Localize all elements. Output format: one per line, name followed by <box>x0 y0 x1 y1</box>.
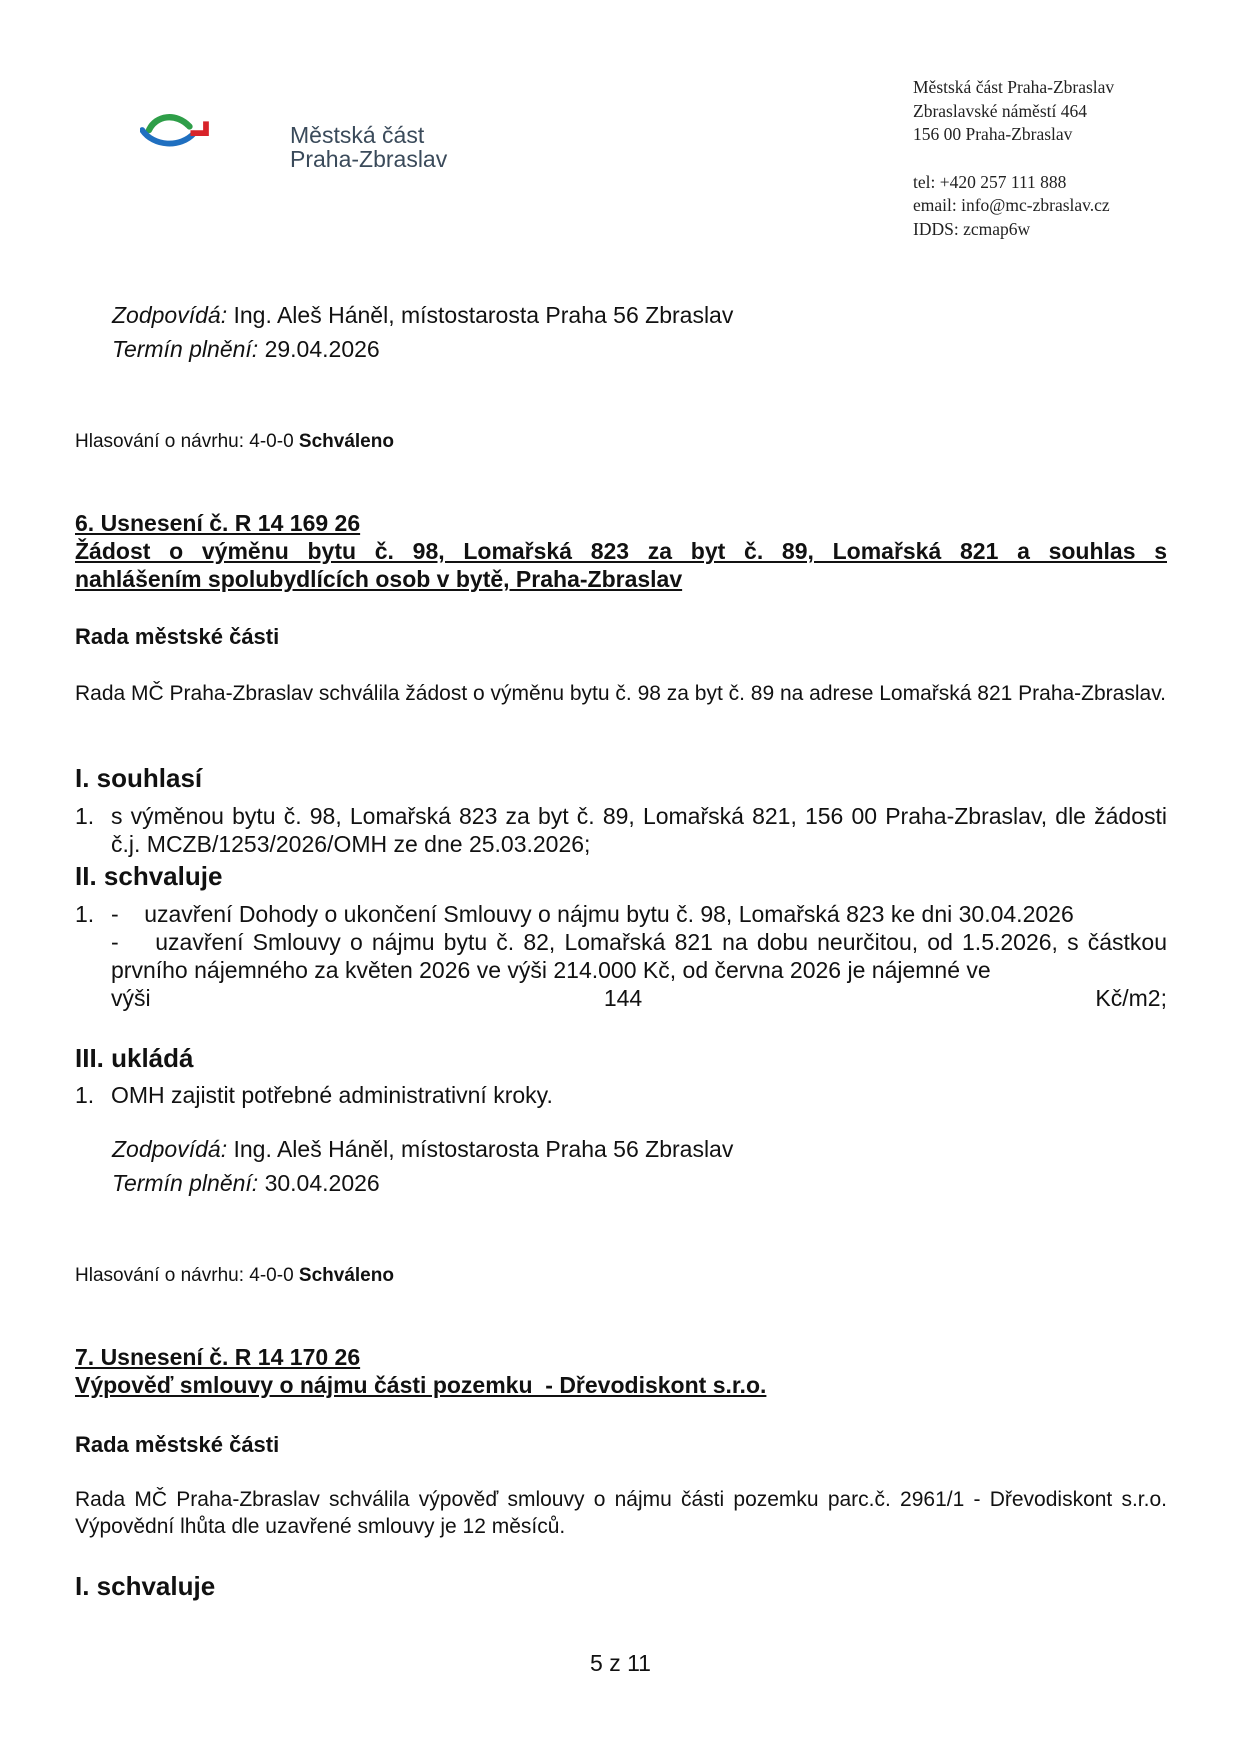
vote-result <box>75 1264 394 1288</box>
list-item-text: OMH zajistit potřebné administrativní kroky. <box>111 1082 553 1108</box>
list-item-number: 1. <box>75 1082 95 1108</box>
praha-zbraslav-logo <box>140 95 275 167</box>
responsible-value: Ing. Aleš Háněl, místostarosta Praha 56 Zbraslav <box>227 1136 734 1162</box>
logo-text-line1: Městská část <box>290 122 425 148</box>
resolution-title: Výpověď smlouvy o nájmu části pozemku - Dřevodiskont s.r.o. <box>75 1372 767 1398</box>
contact-phone: tel: +420 257 111 888 <box>913 171 1067 192</box>
address-line: Zbraslavské náměstí 464 <box>913 100 1087 121</box>
logo-text <box>290 123 447 171</box>
section-heading: I. souhlasí <box>75 763 203 793</box>
list-item <box>75 900 1174 1012</box>
deadline-value: 30.04.2026 <box>258 1170 380 1196</box>
vote-status: Schváleno <box>298 431 394 452</box>
vote-label: Hlasování o návrhu: <box>75 1265 244 1286</box>
section-heading: III. ukládá <box>75 1043 194 1073</box>
list-item-text: s výměnou bytu č. 98, Lomařská 823 za byt č. 89, Lomařská 821, 156 00 Praha-Zbraslav, dle žádosti č.j. MCZB/1253/2026/OMH ze dne 25.03.2026; <box>111 803 1167 857</box>
list-item-number: 1. <box>75 901 95 927</box>
body-heading: Rada městské části <box>75 624 280 649</box>
body-heading: Rada městské části <box>75 1432 280 1457</box>
list-item <box>75 1081 1167 1109</box>
list-item-line: - uzavření Smlouvy o nájmu bytu č. 82, Lomařská 821 na dobu neurčitou, od 1.5.2026, s částkou prvního nájemného za květen 2026 ve výši 214.000 Kč, od června 2026 je nájemné ve <box>111 929 1174 983</box>
responsible-block <box>112 298 733 366</box>
vote-result <box>75 430 394 454</box>
text-fragment: výši <box>111 985 151 1011</box>
resolution-description: Rada MČ Praha-Zbraslav schválila žádost o výměnu bytu č. 98 za byt č. 89 na adrese Lomařská 821 Praha-Zbraslav. <box>75 682 1166 705</box>
resolution-7-header <box>75 1343 1165 1399</box>
deadline-value: 29.04.2026 <box>258 336 380 362</box>
page-number: 5 z 11 <box>590 1650 651 1676</box>
resolution-number: 6. Usnesení č. R 14 169 26 <box>75 510 361 536</box>
responsible-value: Ing. Aleš Háněl, místostarosta Praha 56 Zbraslav <box>227 302 734 328</box>
resolution-title-line1: Žádost o výměnu bytu č. 98, Lomařská 823 za byt č. 89, Lomařská 821 a souhlas s <box>75 538 1167 564</box>
text-fragment: Kč/m2; <box>1095 985 1167 1011</box>
deadline-label: Termín plnění: <box>112 336 259 362</box>
responsible-block <box>112 1132 733 1200</box>
vote-value: 4-0-0 <box>244 431 299 452</box>
section-heading: II. schvaluje <box>75 861 223 891</box>
section-heading: I. schvaluje <box>75 1571 216 1601</box>
responsible-label: Zodpovídá: <box>112 1136 228 1162</box>
office-address <box>913 76 1114 241</box>
list-item-line <box>111 984 1167 1012</box>
resolution-6-header <box>75 509 1167 593</box>
deadline-label: Termín plnění: <box>112 1170 259 1196</box>
contact-idds: IDDS: zcmap6w <box>913 218 1031 239</box>
vote-value: 4-0-0 <box>244 1265 299 1286</box>
resolution-title-line2: nahlášením spolubydlících osob v bytě, Praha-Zbraslav <box>75 566 683 592</box>
address-line: Městská část Praha-Zbraslav <box>913 77 1115 97</box>
resolution-number: 7. Usnesení č. R 14 170 26 <box>75 1344 361 1370</box>
list-item <box>75 802 1167 858</box>
text-fragment: 144 <box>603 985 643 1011</box>
logo-text-line2: Praha-Zbraslav <box>290 146 448 172</box>
vote-status: Schváleno <box>298 1265 394 1286</box>
responsible-label: Zodpovídá: <box>112 302 228 328</box>
list-item-line: - uzavření Dohody o ukončení Smlouvy o nájmu bytu č. 98, Lomařská 823 ke dni 30.04.2026 <box>111 901 1074 927</box>
resolution-description: Rada MČ Praha-Zbraslav schválila výpověď smlouvy o nájmu části pozemku parc.č. 2961/1 - Dřevodiskont s.r.o. Výpovědní lhůta dle uzavřené smlouvy je 12 měsíců. <box>75 1488 1167 1538</box>
address-line: 156 00 Praha-Zbraslav <box>913 124 1073 144</box>
contact-email: email: info@mc-zbraslav.cz <box>913 195 1110 215</box>
vote-label: Hlasování o návrhu: <box>75 431 244 452</box>
list-item-number: 1. <box>75 803 95 829</box>
